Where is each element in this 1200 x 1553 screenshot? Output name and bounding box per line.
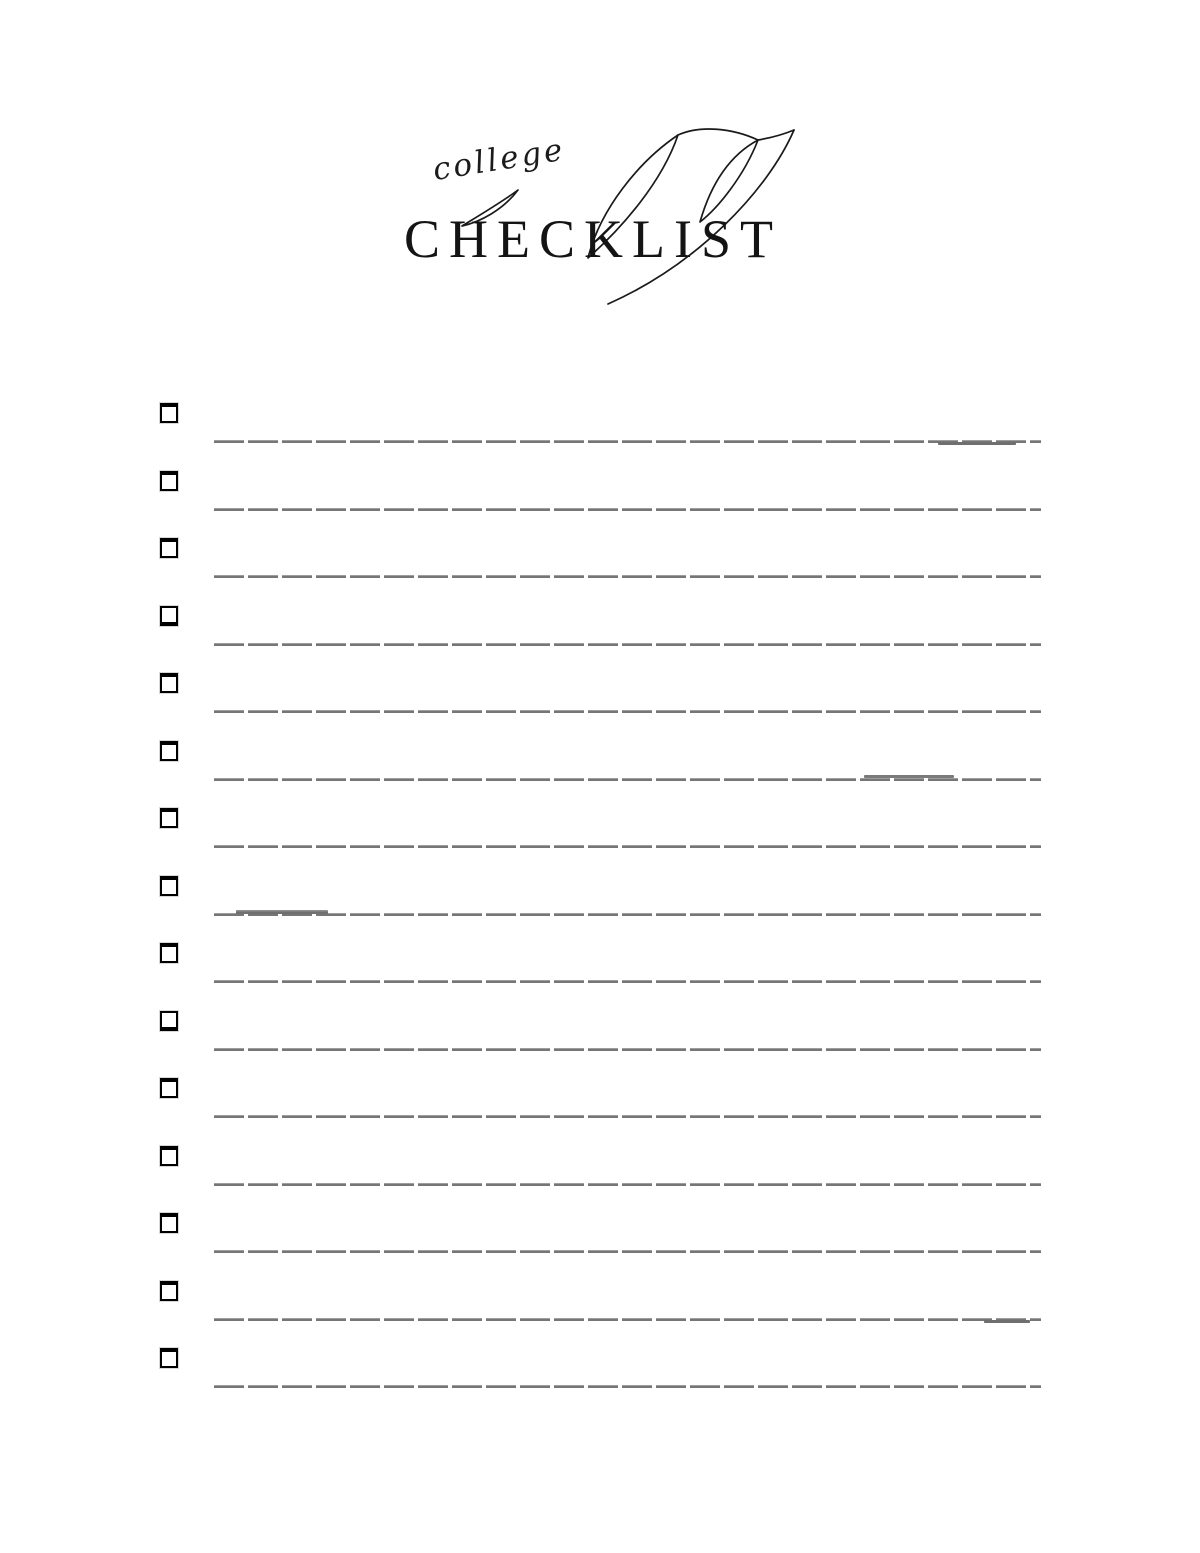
checkbox[interactable] (160, 943, 178, 963)
write-in-line[interactable] (214, 508, 1041, 511)
checkbox[interactable] (160, 403, 178, 423)
write-in-line[interactable] (214, 1115, 1041, 1118)
checkbox[interactable] (160, 471, 178, 491)
checklist-row (0, 538, 1200, 606)
write-in-line[interactable] (214, 643, 1041, 646)
logo-script-word: college (430, 131, 568, 188)
page-title: CHECKLIST (404, 209, 782, 269)
checklist-row (0, 943, 1200, 1011)
checkbox[interactable] (160, 741, 178, 761)
logo (0, 0, 1200, 360)
write-in-line[interactable] (214, 845, 1041, 848)
write-in-line[interactable] (214, 710, 1041, 713)
checkbox[interactable] (160, 876, 178, 896)
checklist-row (0, 1213, 1200, 1281)
write-in-line[interactable] (214, 778, 1041, 781)
checklist-row (0, 1348, 1200, 1416)
write-in-line[interactable] (214, 1250, 1041, 1253)
checkbox[interactable] (160, 606, 178, 626)
write-in-line[interactable] (214, 1048, 1041, 1051)
checkbox[interactable] (160, 1348, 178, 1368)
checklist-row (0, 673, 1200, 741)
checkbox[interactable] (160, 1146, 178, 1166)
checklist-row (0, 808, 1200, 876)
write-in-line[interactable] (214, 1318, 1041, 1321)
checklist-row (0, 1281, 1200, 1349)
checkbox[interactable] (160, 1078, 178, 1098)
write-in-line[interactable] (214, 980, 1041, 983)
write-in-line[interactable] (214, 1385, 1041, 1388)
checklist-row (0, 1078, 1200, 1146)
checklist-row (0, 1146, 1200, 1214)
checklist-row (0, 606, 1200, 674)
checkbox[interactable] (160, 1011, 178, 1031)
checklist-row (0, 403, 1200, 471)
checklist-row (0, 876, 1200, 944)
checkbox[interactable] (160, 1281, 178, 1301)
write-in-line[interactable] (214, 1183, 1041, 1186)
checklist-rows (0, 403, 1200, 1416)
checkbox[interactable] (160, 808, 178, 828)
write-in-line[interactable] (214, 913, 1041, 916)
write-in-line[interactable] (214, 575, 1041, 578)
checkbox[interactable] (160, 538, 178, 558)
checklist-row (0, 741, 1200, 809)
checklist-row (0, 1011, 1200, 1079)
checkbox[interactable] (160, 673, 178, 693)
checkbox[interactable] (160, 1213, 178, 1233)
write-in-line[interactable] (214, 440, 1041, 443)
checklist-row (0, 471, 1200, 539)
